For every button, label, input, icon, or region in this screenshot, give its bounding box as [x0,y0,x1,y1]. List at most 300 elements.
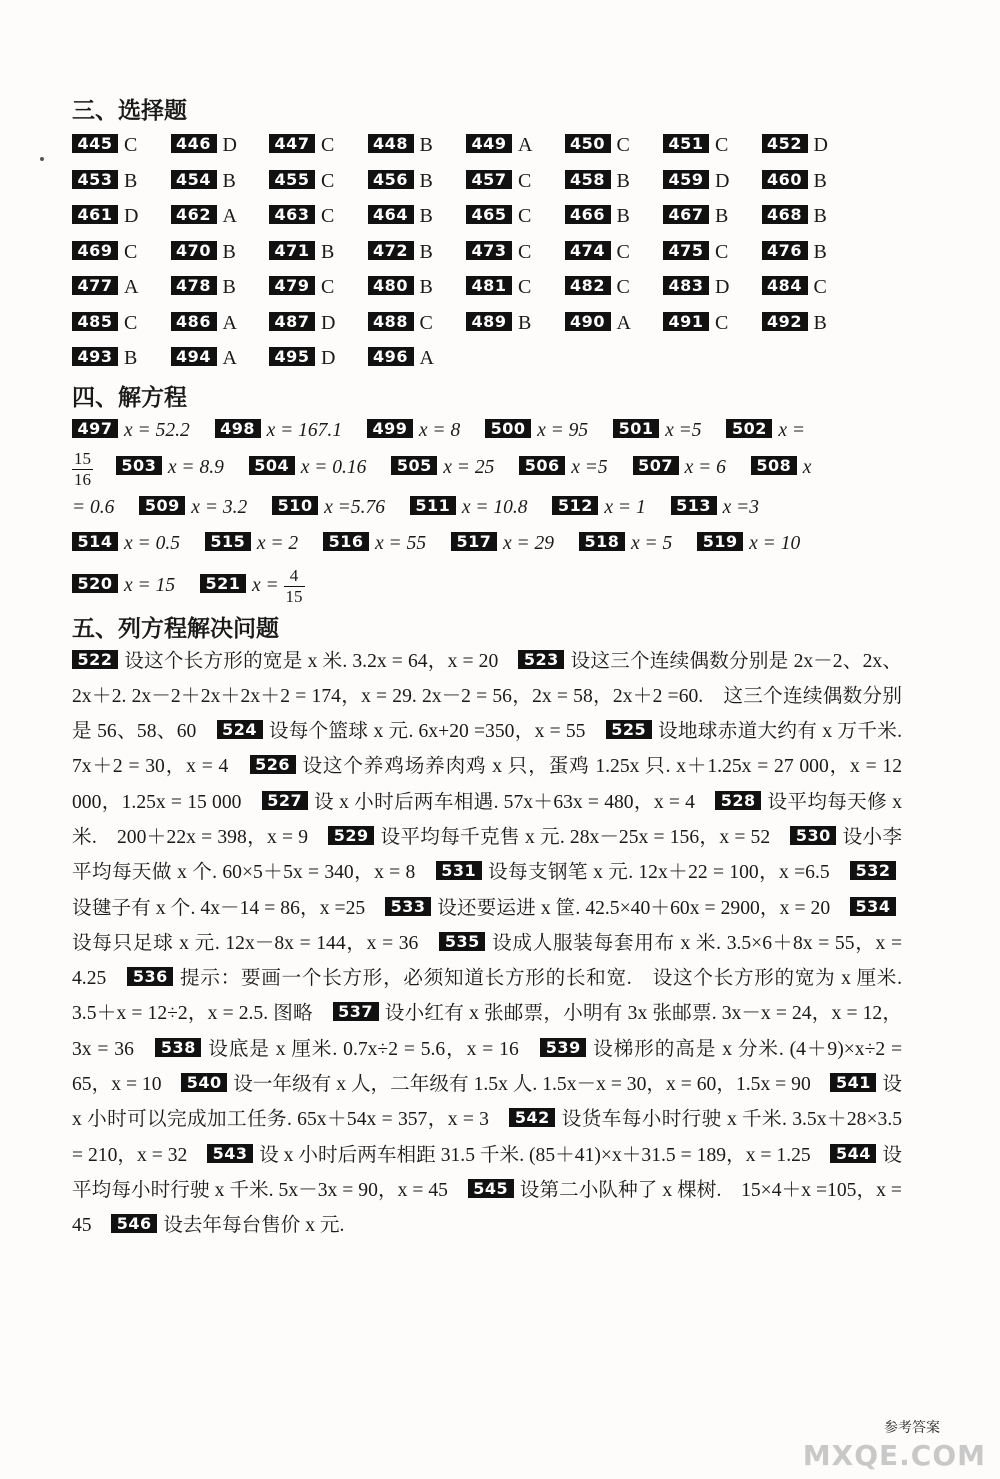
choice-answer [368,306,467,342]
choice-answer [466,164,565,200]
choice-letter: D [715,169,730,192]
question-number-badge: 458 [565,170,611,189]
question-number-badge: 446 [171,134,217,153]
question-number-badge: 529 [328,826,374,845]
question-number-badge: 524 [217,720,263,739]
choice-answer [171,128,270,164]
choice-answer [663,164,762,200]
equation-item [391,453,494,483]
choice-answer [171,341,270,377]
solution-text: 设 x 小时后两车相距 31.5 千米. (85＋41)×x＋31.5 = 189，x = 1.25 [259,1144,811,1166]
equation-answer: x = 25 [443,457,495,479]
equation-item [697,526,800,562]
question-number-badge: 510 [272,496,318,515]
question-number-badge: 511 [410,496,456,515]
equation-item [726,413,805,449]
question-number-badge: 457 [466,170,512,189]
choice-answer [269,128,368,164]
choice-letter: A [222,347,237,369]
choice-answer [663,128,762,164]
choice-answer [269,306,368,342]
question-number-badge: 527 [262,791,308,810]
equation-item [367,413,460,449]
question-number-badge: 521 [200,574,246,593]
solution-text: 设地球赤道大约有 x 万千米. 7x＋2 = 30，x = 4 [72,721,903,778]
choice-letter: C [616,276,630,298]
choice-answer [171,199,270,235]
equation-item [72,490,114,526]
question-number-badge: 545 [468,1179,514,1198]
question-number-badge: 544 [830,1144,876,1163]
question-number-badge: 480 [368,276,414,295]
question-number-badge: 517 [451,532,497,551]
equation-line [72,449,902,490]
question-number-badge: 519 [697,532,743,551]
equation-item [272,490,385,526]
word-problem-answer [181,1074,811,1095]
question-number-badge: 540 [181,1073,227,1092]
question-number-badge: 508 [751,456,797,475]
question-number-badge: 490 [565,312,611,331]
choice-answer [762,128,861,164]
question-number-badge: 541 [830,1073,876,1092]
question-number-badge: 534 [850,897,896,916]
solution-text: 设这个养鸡场养肉鸡 x 只，蛋鸡 1.25x 只. x＋1.25x = 27 000，x = 12 000，1.25x = 15 000 [72,756,903,813]
choice-letter: C [715,134,729,156]
choice-answer-grid [72,128,902,377]
choice-letter: B [813,311,827,334]
choice-letter: C [518,169,532,192]
question-number-badge: 542 [509,1108,555,1127]
solution-text: 设成人服装每套用布 x 米. 3.5×6＋8x = 55，x = 4.25 [72,932,903,990]
question-number-badge: 492 [762,312,808,331]
choice-answer [762,235,861,271]
choice-letter: C [813,276,827,298]
question-number-badge: 522 [72,650,118,669]
question-number-badge: 481 [466,276,512,295]
question-number-badge: 496 [368,347,414,366]
equation-item [519,453,607,483]
equation-item [485,413,588,449]
choice-letter: C [321,169,335,192]
question-number-badge: 468 [762,205,808,224]
equation-answer: x = 10.8 [461,496,528,518]
solution-text: 设梯形的高是 x 分米. (4＋9)×x÷2 = 65，x = 10 [72,1038,902,1096]
solution-text: 设这个长方形的宽是 x 米. 3.2x = 64，x = 20 [124,650,499,672]
choice-letter: B [222,240,236,263]
question-number-badge: 494 [171,347,217,366]
choice-letter: C [124,134,138,156]
choice-answer [72,306,171,342]
equation-answer: x = [251,574,279,596]
solution-text: 设 x 小时后两车相遇. 57x＋63x = 480，x = 4 [313,791,695,813]
question-number-badge: 514 [72,532,118,551]
equation-answer: x = 15 [124,574,176,596]
choice-answer [269,235,368,271]
footer-label: 参考答案 [884,1420,940,1436]
choice-letter: C [715,240,729,263]
equation-item [72,562,175,610]
equation-item [633,453,726,483]
equation-item [451,526,554,562]
question-number-badge: 493 [72,347,118,366]
question-number-badge: 459 [663,170,709,189]
question-number-badge: 518 [579,532,625,551]
choice-answer [565,270,664,306]
equation-answer: x = 8.9 [167,457,224,479]
equation-line [72,562,902,610]
section-title-equations: 四、解方程 [72,384,187,411]
equation-item [200,562,305,610]
choice-answer [171,306,270,342]
fraction: $\frac{15}{16}$ [74,448,91,489]
equation-answer: x = 0.5 [124,532,180,554]
choice-letter: D [321,311,336,334]
question-number-badge: 528 [715,791,761,810]
question-number-badge: 488 [368,312,414,331]
equation-line [72,490,902,526]
choice-answer [72,128,171,164]
equation-item [249,453,367,483]
question-number-badge: 505 [391,456,437,475]
question-number-badge: 507 [633,456,679,475]
choice-answer [466,199,565,235]
question-number-badge: 453 [72,170,118,189]
solution-text: 设 x 小时可以完成加工任务. 65x＋54x = 357，x = 3 [72,1074,903,1131]
choice-letter: B [813,169,827,192]
question-number-badge: 512 [552,496,598,515]
choice-answer [72,235,171,271]
word-problem-answers [72,644,902,1244]
solution-text: 设平均每天修 x 米. 200＋22x = 398，x = 9 [72,791,903,848]
question-number-badge: 523 [518,650,564,669]
choice-letter: B [321,240,335,263]
choice-answer [269,270,368,306]
question-number-badge: 536 [127,967,173,986]
question-number-badge: 506 [519,456,565,475]
equation-answer: x = 95 [537,419,589,441]
solution-text: 设小红有 x 张邮票，小明有 3x 张邮票. 3x－x = 24，x = 12，3x = 36 [72,1003,902,1060]
question-number-badge: 539 [540,1038,586,1057]
question-number-badge: 502 [726,419,772,438]
solution-text: 设毽子有 x 个. 4x－14 = 86，x =25 [72,897,366,919]
choice-letter: A [518,134,533,156]
answer-page [72,96,902,1244]
choice-answer [762,199,861,235]
choice-letter: B [124,169,138,192]
solution-text: 设第二小队种了 x 棵树. 15×4＋x =105，x = 45 [72,1179,902,1237]
equation-answer: x = 10 [749,532,801,554]
choice-answer [72,199,171,235]
question-number-badge: 501 [613,419,659,438]
word-problem-answer [72,651,498,672]
question-number-badge: 475 [663,241,709,260]
choice-answer [368,164,467,200]
equation-item [139,490,247,526]
question-number-badge: 471 [269,241,315,260]
question-number-badge: 452 [762,134,808,153]
equation-item [215,413,342,449]
question-number-badge: 479 [269,276,315,295]
question-number-badge: 461 [72,205,118,224]
choice-letter: D [222,134,237,156]
question-number-badge: 497 [72,419,118,438]
question-number-badge: 535 [439,932,485,951]
question-number-badge: 503 [116,456,162,475]
choice-letter: C [518,276,532,298]
choice-answer [368,270,467,306]
choice-answer [368,341,467,377]
equation-item [205,526,298,562]
question-number-badge: 474 [565,241,611,260]
solution-text: 设还要运进 x 筐. 42.5×40＋60x = 2900，x = 20 [437,897,831,919]
question-number-badge: 513 [671,496,717,515]
question-number-badge: 495 [269,347,315,366]
choice-letter: C [518,240,532,263]
choice-answer [565,164,664,200]
choice-letter: C [616,240,630,263]
equation-answer: x = 29 [502,532,555,554]
question-number-badge: 486 [171,312,217,331]
choice-answer [72,341,171,377]
question-number-badge: 477 [72,276,118,295]
choice-letter: C [321,134,335,156]
equation-item [72,526,180,562]
solution-text: 设平均每千克售 x 元. 28x－25x = 156，x = 52 [380,826,771,848]
question-number-badge: 538 [155,1038,201,1057]
equation-item [613,413,701,449]
choice-letter: B [419,169,433,192]
question-number-badge: 532 [850,861,896,880]
question-number-badge: 447 [269,134,315,153]
equation-answer: x =5.76 [324,496,385,518]
choice-letter: B [222,169,236,192]
solution-text: 设每支钢笔 x 元. 12x＋22 = 100，x =6.5 [487,862,830,884]
watermark-logo [802,1412,986,1472]
question-number-badge: 531 [436,861,482,880]
equation-answer: x = 0.16 [300,457,367,479]
word-problem-answer [385,898,830,919]
choice-letter: A [222,205,237,227]
equation-line [72,413,902,449]
question-number-badge: 525 [606,720,652,739]
question-number-badge: 504 [249,456,295,475]
solution-text: 提示：要画一个长方形，必须知道长方形的长和宽. 设这个长方形的宽为 x 厘米. 3.5＋x = 12÷2，x = 2.5. 图略 [72,968,903,1025]
choice-letter: B [124,347,138,369]
choice-letter: B [518,311,532,334]
question-number-badge: 500 [485,419,531,438]
choice-answer [171,270,270,306]
choice-letter: B [222,276,236,298]
question-number-badge: 484 [762,276,808,295]
word-problem-answer [217,721,586,742]
choice-letter: C [715,311,729,334]
solution-text: 设一年级有 x 人，二年级有 1.5x 人. 1.5x－x = 30，x = 60，1.5x = 90 [233,1074,811,1096]
choice-letter: B [813,240,827,263]
equation-line [72,526,902,562]
choice-answer [565,199,664,235]
section-title-choice: 三、选择题 [72,98,187,124]
choice-answer [762,164,861,200]
choice-letter: B [419,205,433,227]
equation-answers [72,413,902,610]
equation-answer: x = 6 [684,457,726,479]
choice-letter: B [813,205,827,227]
choice-answer [72,270,171,306]
choice-answer [466,306,565,342]
equation-item [552,490,645,526]
question-number-badge: 466 [565,205,611,224]
solution-text: 设平均每小时行驶 x 千米. 5x－3x = 90，x = 45 [72,1144,903,1201]
equation-item [410,490,528,526]
choice-answer [171,235,270,271]
solution-text: 设去年每台售价 x 元. [163,1215,345,1237]
question-number-badge: 460 [762,170,808,189]
choice-answer [466,128,565,164]
word-problem-answer [207,1145,811,1166]
question-number-badge: 464 [368,205,414,224]
choice-answer [269,341,368,377]
question-number-badge: 520 [72,574,118,593]
question-number-badge: 465 [466,205,512,224]
equation-item [579,526,672,562]
question-number-badge: 491 [663,312,709,331]
solution-text: 设小李平均每天做 x 个. 60×5＋5x = 340，x = 8 [72,826,903,884]
scan-speck [40,157,44,161]
choice-letter: D [715,276,730,298]
question-number-badge: 445 [72,134,118,153]
equation-answer: x = 5 [630,532,673,554]
section-title-word-problems: 五、列方程解决问题 [72,615,279,642]
choice-answer [466,235,565,271]
question-number-badge: 448 [368,134,414,153]
fraction: $\frac{4}{15}$ [285,565,303,606]
watermark-text: MXQE.COM [802,1439,986,1472]
question-number-badge: 483 [663,276,709,295]
choice-answer [565,128,664,164]
choice-letter: C [124,311,138,334]
choice-answer [368,199,467,235]
word-problem-answer [262,792,695,813]
question-number-badge: 487 [269,312,315,331]
choice-answer [663,306,762,342]
word-problem-answer [111,1215,344,1236]
choice-letter: B [715,205,729,227]
question-number-badge: 469 [72,241,118,260]
choice-answer [269,199,368,235]
choice-letter: C [321,276,335,298]
question-number-badge: 533 [385,897,431,916]
question-number-badge: 543 [207,1144,253,1163]
equation-answer: x = 2 [256,532,299,554]
question-number-badge: 489 [466,312,512,331]
question-number-badge: 472 [368,241,414,260]
choice-letter: C [616,134,630,156]
question-number-badge: 470 [171,241,217,260]
solution-text: 设货车每小时行驶 x 千米. 3.5x＋28×3.5 = 210，x = 32 [72,1109,903,1166]
choice-answer [171,164,270,200]
question-number-badge: 485 [72,312,118,331]
question-number-badge: 476 [762,241,808,260]
solution-text: 设底是 x 厘米. 0.7x÷2 = 5.6，x = 16 [207,1038,519,1060]
question-number-badge: 509 [139,496,185,515]
choice-letter: A [124,276,139,298]
question-number-badge: 462 [171,205,217,224]
choice-letter: C [321,205,335,227]
word-problem-answer [436,862,830,883]
question-number-badge: 455 [269,170,315,189]
choice-letter: D [321,347,336,369]
choice-answer [72,164,171,200]
word-problem-answer [328,827,770,848]
choice-letter: B [616,205,630,227]
choice-answer [565,306,664,342]
word-problem-answer [155,1039,518,1060]
equation-answer: x = 167.1 [266,419,343,441]
choice-letter: D [813,134,828,156]
solution-text: 设这三个连续偶数分别是 2x－2、2x、2x＋2. 2x－2＋2x＋2x＋2 = 174，x = 29. 2x－2 = 56，2x = 58，2x＋2 =60. 这三个连续偶数分别是 56、58、60 [72,650,902,743]
question-number-badge: 467 [663,205,709,224]
equation-item [323,526,426,562]
equation-answer: = 0.6 [72,496,115,518]
equation-answer: x = 3.2 [191,496,248,518]
choice-answer [762,306,861,342]
question-number-badge: 526 [250,755,296,774]
choice-answer [663,199,762,235]
question-number-badge: 537 [333,1002,379,1021]
equation-answer: x [802,457,812,479]
equation-item [751,453,812,483]
equation-answer: x = 1 [604,496,646,518]
choice-answer [663,270,762,306]
equation-answer: x = [778,419,806,441]
choice-answer [663,235,762,271]
question-number-badge: 456 [368,170,414,189]
choice-letter: A [616,311,631,334]
equation-item [72,413,190,449]
choice-letter: B [419,240,433,263]
choice-letter: B [419,134,433,156]
question-number-badge: 516 [323,532,369,551]
choice-letter: C [518,205,532,227]
solution-text: 设每只足球 x 元. 12x－8x = 144，x = 36 [72,932,419,954]
choice-answer [368,235,467,271]
question-number-badge: 515 [205,532,251,551]
question-number-badge: 546 [111,1214,157,1233]
choice-letter: C [419,311,433,334]
choice-answer [269,164,368,200]
equation-answer: x = 8 [418,419,461,441]
choice-answer [565,235,664,271]
choice-letter: A [419,347,434,369]
question-number-badge: 449 [466,134,512,153]
question-number-badge: 498 [215,419,261,438]
choice-letter: B [616,169,630,192]
equation-answer: x = 52.2 [124,419,190,441]
choice-letter: D [124,205,139,227]
choice-letter: A [222,311,237,334]
choice-answer [762,270,861,306]
question-number-badge: 463 [269,205,315,224]
question-number-badge: 473 [466,241,512,260]
question-number-badge: 499 [367,419,413,438]
equation-answer: x =5 [665,419,702,441]
question-number-badge: 450 [565,134,611,153]
equation-answer: x = 55 [375,532,427,554]
solution-text: 设每个篮球 x 元. 6x+20 =350，x = 55 [268,721,586,743]
question-number-badge: 478 [171,276,217,295]
question-number-badge: 530 [790,826,836,845]
